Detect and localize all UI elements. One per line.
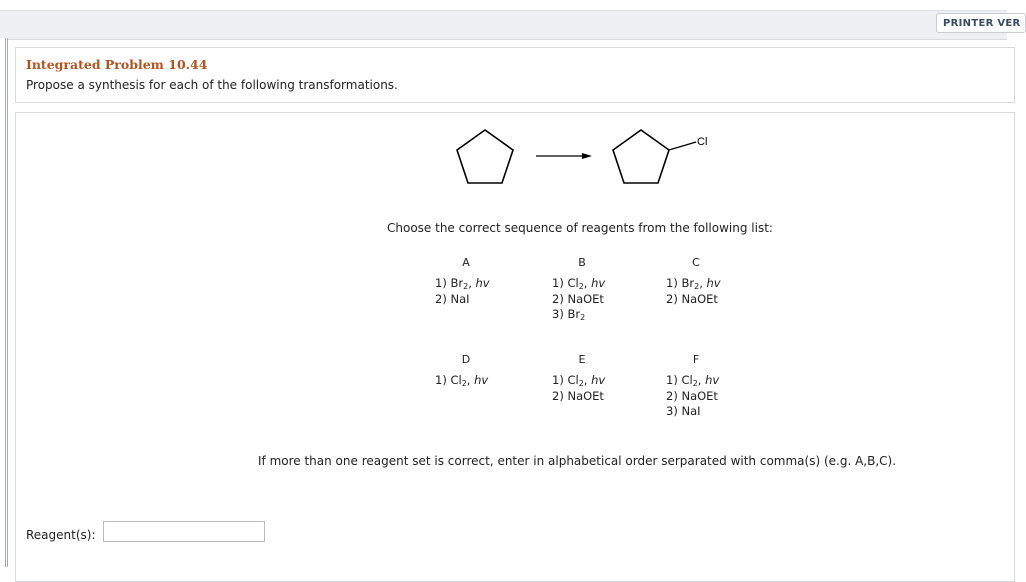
option-step: 3) $Br_2$	[552, 307, 586, 322]
reagent-label: Reagent(s):	[26, 528, 96, 542]
option-step: 1) $Cl_2$, hv	[552, 276, 606, 291]
option-step: 1) $Cl_2$, hv	[435, 373, 489, 388]
problem-title: Integrated Problem 10.44	[26, 57, 208, 72]
printer-version-button[interactable]: PRINTER VER	[936, 13, 1026, 33]
option-step: 2) NaOEt	[666, 388, 718, 403]
reaction-scheme	[452, 128, 722, 190]
option-letter-e: E	[578, 353, 586, 366]
option-letter-f: F	[692, 353, 700, 366]
option-step: 3) NaI	[666, 404, 701, 418]
answer-hint: If more than one reagent set is correct, enter in alphabetical order serparated with comma(s) (e.g. A,B,C).	[258, 454, 897, 468]
option-step: 2) NaOEt	[552, 388, 604, 403]
reagent-answer-input[interactable]	[103, 521, 265, 542]
option-steps-a	[435, 276, 490, 307]
option-steps-f	[666, 373, 719, 420]
product-bond	[669, 142, 696, 150]
option-letter-b: B	[578, 256, 586, 269]
reaction-arrow-head	[582, 153, 592, 159]
option-step: 2) NaI	[435, 291, 470, 306]
problem-header	[15, 47, 1015, 103]
question-instruction: Choose the correct sequence of reagents from the following list:	[387, 221, 773, 235]
option-steps-e	[552, 373, 605, 404]
option-step: 1) $Br_2$, hv	[666, 276, 721, 291]
option-step: 2) NaOEt	[666, 291, 718, 306]
option-letter-a: A	[462, 256, 470, 269]
product-cyclopentane	[613, 130, 669, 183]
problem-prompt: Propose a synthesis for each of the following transformations.	[26, 78, 398, 92]
option-steps-b	[552, 276, 605, 323]
option-step: 2) NaOEt	[552, 291, 604, 306]
product-cl-label: Cl	[697, 136, 708, 148]
option-letter-c: C	[692, 256, 700, 269]
option-steps-c	[666, 276, 721, 307]
option-steps-d	[435, 373, 488, 389]
option-step: 1) $Cl_2$, hv	[666, 373, 720, 388]
option-step: 1) $Br_2$, hv	[435, 276, 490, 291]
top-toolbar	[0, 10, 1007, 40]
option-letter-d: D	[461, 353, 471, 366]
option-step: 1) $Cl_2$, hv	[552, 373, 606, 388]
left-border	[0, 38, 8, 567]
reactant-cyclopentane	[457, 130, 513, 183]
